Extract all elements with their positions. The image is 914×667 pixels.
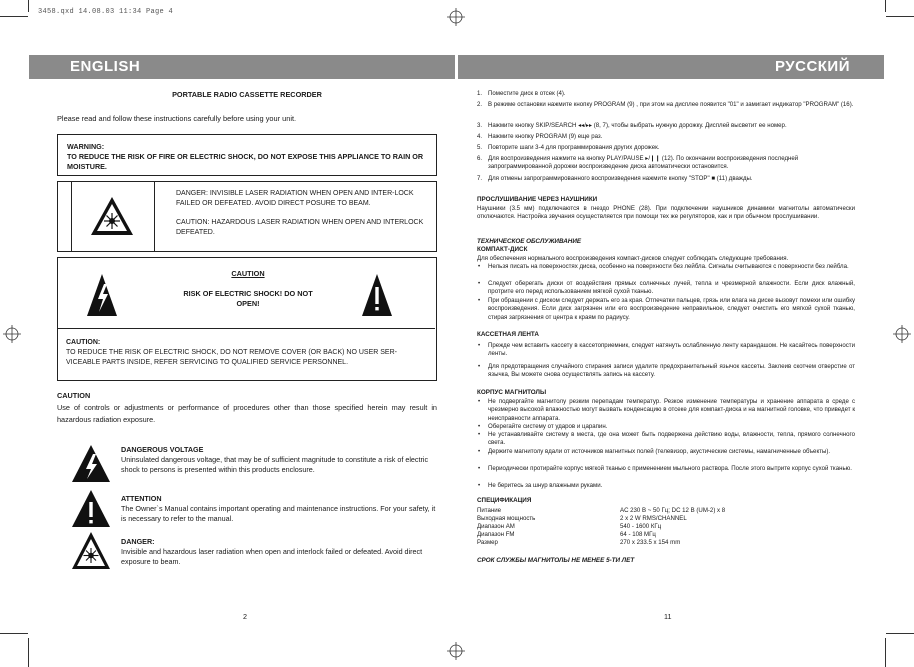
electric-shock-box [57,257,437,381]
tape-heading: КАССЕТНАЯ ЛЕНТА [477,331,539,338]
dangerous-voltage-text: Uninsulated dangerous voltage, that may be of sufficient magnitude to constitute a risk of electric shock to persons is presented within this products enclosure. [121,455,429,474]
body-heading: КОРПУС МАГНИТОЛЫ [477,389,547,396]
warning-heading: WARNING: [67,142,105,151]
crop-mark [886,16,914,17]
laser-caution-line: CAUTION: HAZARDOUS LASER RADIATION WHEN OPEN AND INTERLOCK DEFEATED. [176,219,424,236]
dangerous-voltage-icon [71,444,111,484]
attention-exclamation-icon [71,489,111,529]
laser-danger-icon [71,531,111,571]
crop-mark [28,638,29,667]
lightning-bolt-icon [86,272,118,318]
laser-danger-line: DANGER: INVISIBLE LASER RADIATION WHEN OPEN AND INTER-LOCK FAILED OR DEFEATED. AVOID DIRECT POSURE TO BEAM. [176,190,414,207]
russian-banner [458,55,884,79]
maintenance-heading: ТЕХНИЧЕСКОЕ ОБСЛУЖИВАНИЕ [477,238,582,245]
shock-caution-subtitle: RISK OF ELECTRIC SHOCK! DO NOT OPEN! [183,289,313,308]
shock-caption [66,338,430,368]
danger-heading: DANGER: [121,537,155,546]
file-slug: 3458.qxd 14.08.03 11:34 Page 4 [38,8,174,16]
laser-danger-box [57,181,437,252]
crop-mark [0,633,28,634]
crop-mark [885,0,886,12]
crop-mark [886,633,914,634]
intro-text: Please read and follow these instructions carefully before using your unit. [57,114,297,123]
laser-warning-icon [90,196,134,236]
english-banner [29,55,455,79]
banner-title: РУССКИЙ [774,58,850,75]
danger-text: Invisible and hazardous laser radiation when open and interlock failed or defeated. Avoid direct exposure to beam. [121,547,423,566]
warning-text: TO REDUCE THE RISK OF FIRE OR ELECTRIC SHOCK, DO NOT EXPOSE THIS APPLIANCE TO RAIN OR MOISTURE. [67,152,424,171]
shock-caption-text: TO REDUCE THE RISK OF ELECTRIC SHOCK, DO NOT REMOVE COVER (OR BACK) NO USER SER-VICEABLE PARTS INSIDE, REFER SERVICING TO QUALIFIED SERVICE PERSONNEL. [66,349,397,366]
spec-heading: СПЕЦИФИКАЦИЯ [477,497,532,504]
registration-mark-icon [447,642,465,660]
shock-caption-heading: CAUTION: [66,339,101,346]
registration-mark-icon [447,8,465,26]
shock-caution-heading: CAUTION [231,269,265,278]
page-number-right: 11 [664,612,672,621]
cd-heading: КОМПАКТ-ДИСК [477,246,528,253]
attention-heading: ATTENTION [121,494,162,503]
exclamation-icon [361,272,393,318]
crop-mark [28,0,29,12]
shock-caution-title [178,269,318,309]
crop-mark [885,638,886,667]
page-number-left: 2 [243,612,247,621]
registration-mark-icon [3,325,21,343]
page-title: PORTABLE RADIO CASSETTE RECORDER [172,90,322,99]
dangerous-voltage-heading: DANGEROUS VOLTAGE [121,445,204,454]
caution-heading: CAUTION [57,391,91,400]
banner-title: ENGLISH [70,58,141,75]
laser-danger-text [176,189,431,238]
attention-text: The Owner`s Manual contains important operating and maintenance instructions. For your safety, it is necessary to refer to the manual. [121,504,436,523]
crop-mark [0,16,28,17]
warning-box [57,134,437,176]
service-life-note: СРОК СЛУЖБЫ МАГНИТОЛЫ НЕ МЕНЕЕ 5-ТИ ЛЕТ [477,557,635,564]
headphones-heading: ПРОСЛУШИВАНИЕ ЧЕРЕЗ НАУШНИКИ [477,196,598,203]
registration-mark-icon [893,325,911,343]
caution-text: Use of controls or adjustments or performance of procedures other than those specified herein may result in hazardous radiation exposure. [57,403,437,424]
laser-symbol-box [71,182,155,251]
